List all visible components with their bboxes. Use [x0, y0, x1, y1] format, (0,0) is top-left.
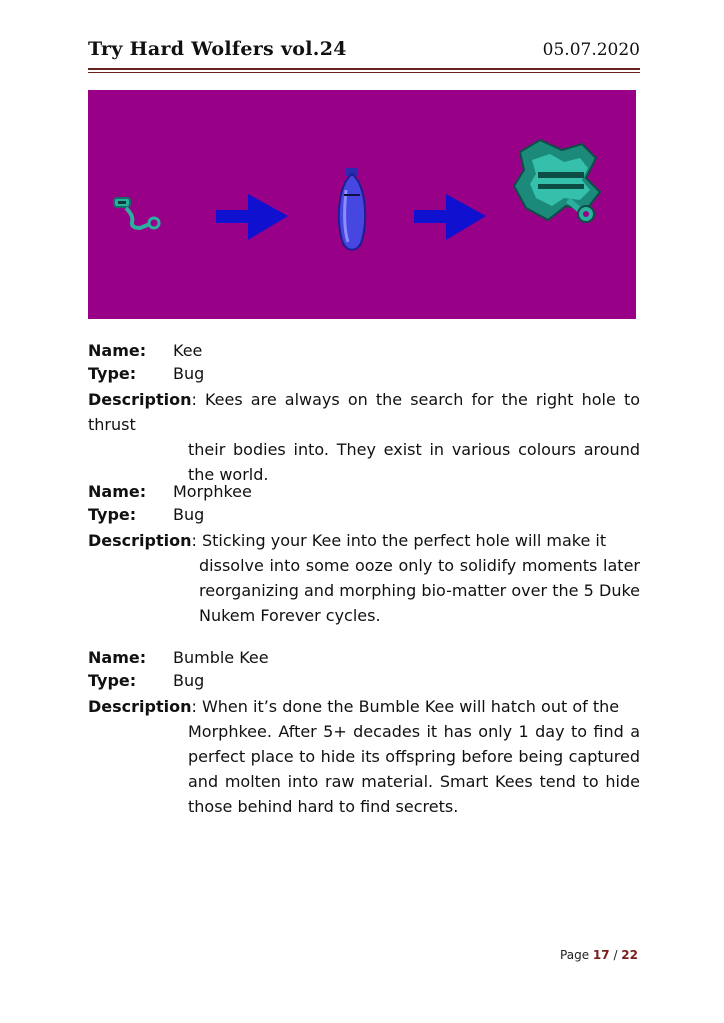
- total-pages: 22: [621, 948, 638, 962]
- type-value: Bug: [173, 671, 205, 690]
- name-label: Name:: [88, 341, 147, 360]
- description: [88, 387, 640, 487]
- morphkee-sprite: [339, 168, 365, 250]
- name-row: [88, 647, 640, 670]
- evolution-banner: [88, 90, 636, 319]
- current-page: 17: [592, 948, 610, 962]
- name-row: [88, 340, 640, 363]
- name-label: Name:: [88, 648, 147, 667]
- kee-sprite: [114, 198, 159, 228]
- name-value: Morphkee: [173, 482, 252, 501]
- type-row: [88, 670, 640, 693]
- description-label: Description: [88, 531, 192, 550]
- magazine-title: Try Hard Wolfers vol.24: [88, 38, 347, 60]
- description-label: Description: [88, 390, 192, 409]
- arrow-icon: [216, 194, 288, 240]
- type-label: Type:: [88, 505, 137, 524]
- arrow-icon: [414, 194, 486, 240]
- bumble-kee-sprite: [514, 140, 600, 222]
- type-row: [88, 363, 640, 386]
- description-text: their bodies into. They exist in various colours around the world.: [188, 440, 640, 484]
- page-prefix: Page: [560, 948, 593, 962]
- header-rule: [88, 68, 640, 70]
- page-header: [88, 38, 640, 68]
- bestiary-entry-morphkee: [88, 481, 640, 628]
- description-text: dissolve into some ooze only to solidify moments later reorganizing and morphing bio-matter over the 5 Duke Nukem Forever cycles.: [199, 556, 640, 625]
- header-rule-thin: [88, 72, 640, 73]
- description-text: Morphkee. After 5+ decades it has only 1 day to find a perfect place to hide its offspring before being captured and molten into raw material. Smart Kees tend to hide those behind hard to find secrets.: [188, 722, 640, 816]
- name-label: Name:: [88, 482, 147, 501]
- evolution-illustration: [88, 90, 636, 319]
- description-first-line: : Kees are always on the search for the right hole to thrust: [88, 390, 640, 434]
- type-value: Bug: [173, 505, 205, 524]
- issue-date: 05.07.2020: [542, 40, 640, 60]
- type-label: Type:: [88, 671, 137, 690]
- name-value: Kee: [173, 341, 203, 360]
- name-value: Bumble Kee: [173, 648, 269, 667]
- type-row: [88, 504, 640, 527]
- type-value: Bug: [173, 364, 205, 383]
- description: [88, 528, 640, 628]
- description-first-line: : When it’s done the Bumble Kee will hatch out of the: [191, 697, 620, 716]
- page-number: [560, 948, 638, 962]
- description-first-line: : Sticking your Kee into the perfect hole will make it: [191, 531, 607, 550]
- name-row: [88, 481, 640, 504]
- description-label: Description: [88, 697, 192, 716]
- bestiary-entry-bumble-kee: [88, 647, 640, 819]
- bestiary-entry-kee: [88, 340, 640, 487]
- type-label: Type:: [88, 364, 137, 383]
- page-separator: /: [609, 948, 622, 962]
- description: [88, 694, 640, 819]
